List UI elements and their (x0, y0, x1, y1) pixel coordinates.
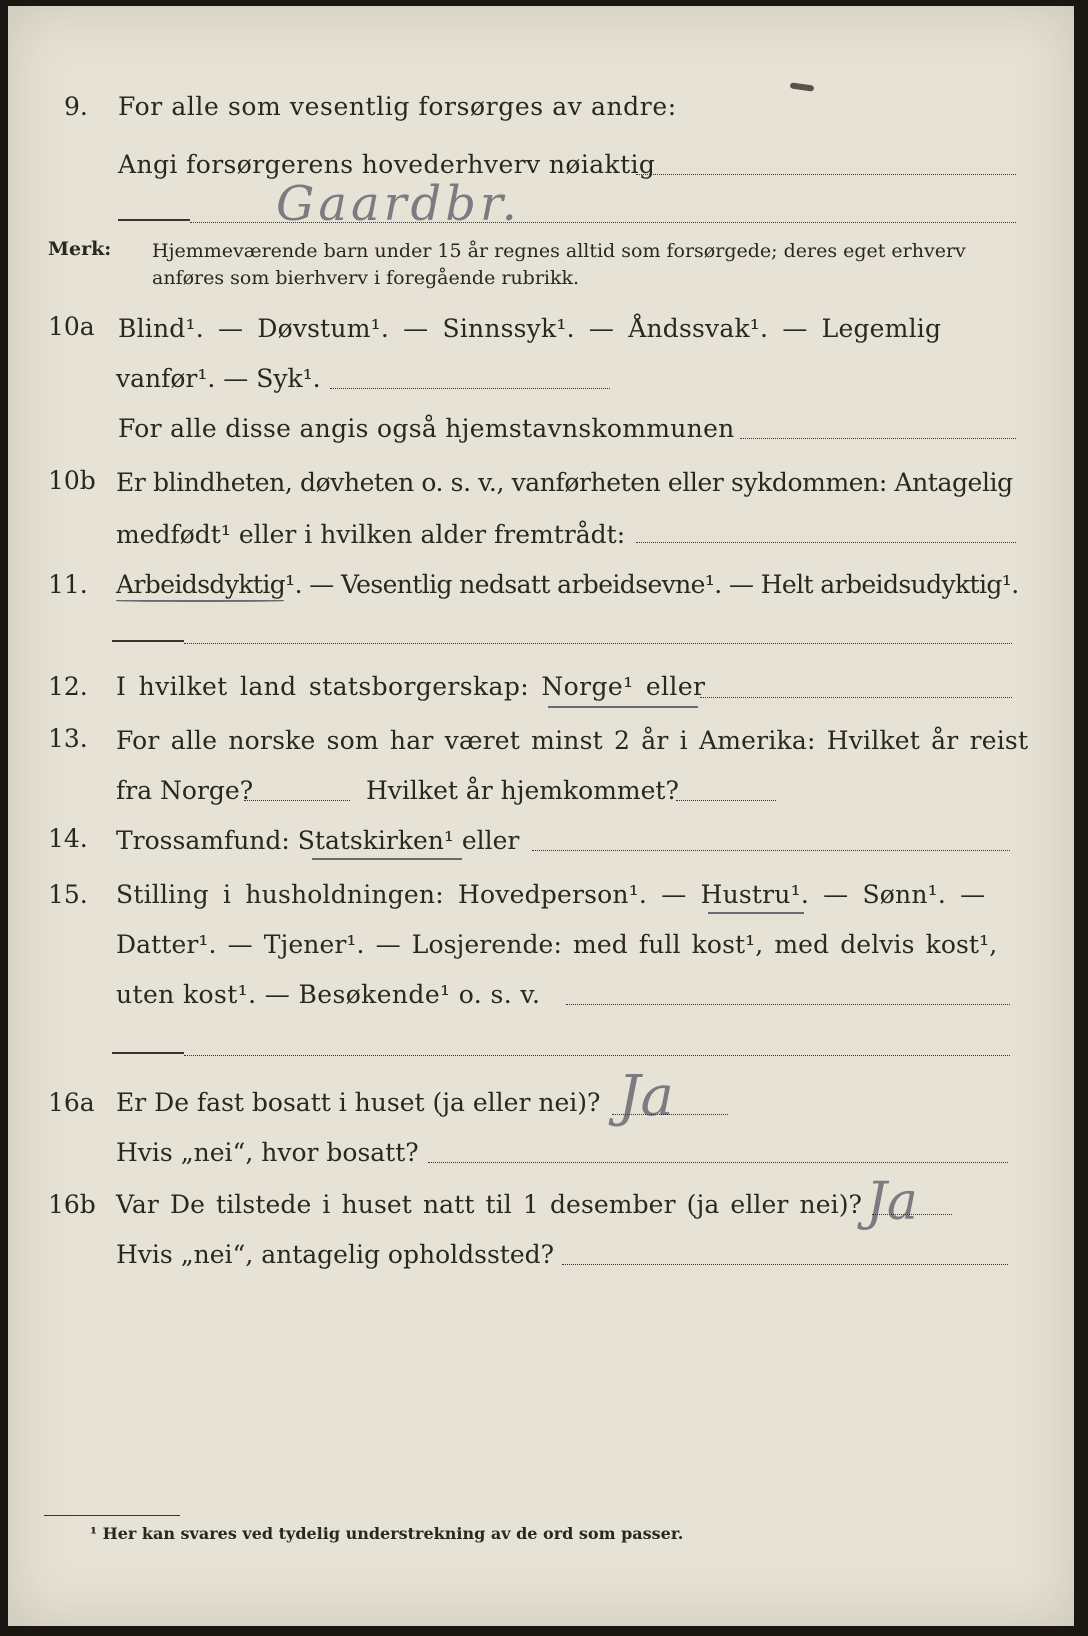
q11-answer-line-solid (112, 640, 184, 642)
q16a-number: 16a (48, 1088, 95, 1117)
q14-underline-statskirken (312, 858, 462, 860)
q9-dotted-line (636, 174, 1016, 175)
q16a-handwritten-answer: Ja (618, 1064, 674, 1129)
q9-answer-line-solid (118, 219, 190, 221)
merk-line2: anføres som bierhverv i foregående rubrikk. (152, 267, 580, 289)
q10a-dotted-line-1 (330, 388, 610, 389)
q13-line2b: Hvilket år hjemkommet? (366, 776, 679, 805)
q16b-line1: Var De tilstede i huset natt til 1 desember (ja eller nei)? (116, 1190, 863, 1219)
q10a-line1: Blind¹. — Døvstum¹. — Sinnssyk¹. — Åndssvak¹. — Legemlig (118, 314, 942, 343)
q16a-line1: Er De fast bosatt i huset (ja eller nei)? (116, 1088, 601, 1117)
q10a-dotted-line-2 (740, 438, 1016, 439)
q15-answer-line-solid (112, 1052, 184, 1054)
q14-number: 14. (48, 824, 88, 853)
q16a-dotted-line-2 (428, 1162, 1008, 1163)
q11-answer-line (184, 643, 1012, 644)
q15-answer-line (184, 1055, 1010, 1056)
q12-number: 12. (48, 672, 88, 701)
q11-underline-arbeidsdyktig (116, 600, 284, 602)
q16b-number: 16b (48, 1190, 96, 1219)
merk-label: Merk: (48, 238, 112, 260)
q14-dotted-line (532, 850, 1010, 851)
footnote: ¹ Her kan svares ved tydelig understrekning av de ord som passer. (90, 1524, 684, 1543)
q15-line1: Stilling i husholdningen: Hovedperson¹. — Hustru¹. — Sønn¹. — (116, 880, 986, 909)
q15-number: 15. (48, 880, 88, 909)
q12-line1: I hvilket land statsborgerskap: Norge¹ eller (116, 672, 706, 701)
q15-underline-hustru (708, 912, 804, 914)
q16b-dotted-line-2 (562, 1264, 1008, 1265)
q10a-line3: For alle disse angis også hjemstavnskommunen (118, 414, 735, 443)
q9-line1: For alle som vesentlig forsørges av andre: (118, 92, 677, 121)
q10b-line1: Er blindheten, døvheten o. s. v., vanførheten eller sykdommen: Antagelig (116, 468, 1013, 497)
q10b-dotted-line (636, 542, 1016, 543)
q13-dotted-line-1 (244, 800, 350, 801)
q10b-number: 10b (48, 466, 96, 495)
q9-line2: Angi forsørgerens hovederhverv nøiaktig (118, 150, 656, 179)
q9-number: 9. (64, 92, 88, 121)
q15-dotted-line (566, 1004, 1010, 1005)
q12-dotted-line (700, 697, 1012, 698)
q11-line1: Arbeidsdyktig¹. — Vesentlig nedsatt arbeidsevne¹. — Helt arbeidsudyktig¹. (116, 570, 1019, 599)
q16b-line2: Hvis „nei“, antagelig opholdssted? (116, 1240, 555, 1269)
footnote-rule (44, 1515, 180, 1516)
q11-number: 11. (48, 570, 88, 599)
q15-line3: uten kost¹. — Besøkende¹ o. s. v. (116, 980, 541, 1009)
q16b-handwritten-answer: Ja (866, 1172, 918, 1232)
q9-handwritten-answer: Gaardbr. (276, 176, 521, 232)
q13-number: 13. (48, 724, 88, 753)
q10b-line2: medfødt¹ eller i hvilken alder fremtrådt: (116, 520, 626, 549)
merk-line1: Hjemmeværende barn under 15 år regnes alltid som forsørgede; deres eget erhverv (152, 240, 966, 262)
q13-line2a: fra Norge? (116, 776, 254, 805)
q12-underline-norge (548, 706, 698, 708)
q13-line1: For alle norske som har været minst 2 år i Amerika: Hvilket år reist (116, 726, 1029, 755)
q10a-line2: vanfør¹. — Syk¹. (116, 364, 321, 393)
q16a-line2: Hvis „nei“, hvor bosatt? (116, 1138, 419, 1167)
q13-dotted-line-2 (676, 800, 776, 801)
q10a-number: 10a (48, 312, 95, 341)
q15-line2: Datter¹. — Tjener¹. — Losjerende: med full kost¹, med delvis kost¹, (116, 930, 998, 959)
q16a-dotted-line-1 (612, 1114, 728, 1115)
q9-answer-line (190, 222, 1016, 223)
q16b-dotted-line-1 (872, 1214, 952, 1215)
q14-line1: Trossamfund: Statskirken¹ eller (116, 826, 520, 855)
